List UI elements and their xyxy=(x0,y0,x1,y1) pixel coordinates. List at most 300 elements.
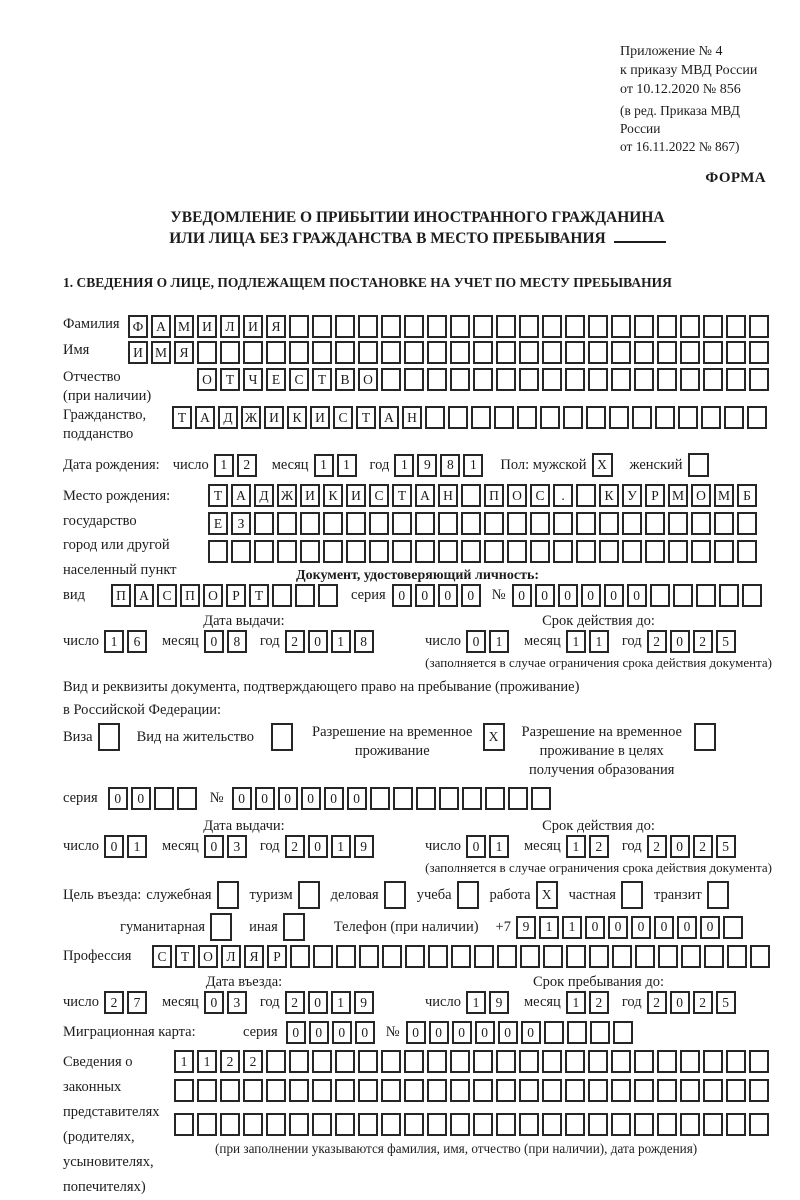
char-cell[interactable] xyxy=(704,945,724,968)
char-cell[interactable] xyxy=(277,512,297,535)
char-cell[interactable]: 5 xyxy=(716,835,736,858)
char-cell[interactable] xyxy=(405,945,425,968)
char-cell[interactable] xyxy=(381,1050,401,1073)
char-cell[interactable] xyxy=(576,540,596,563)
char-cell[interactable] xyxy=(542,1050,562,1073)
char-cell[interactable] xyxy=(645,540,665,563)
char-cell[interactable] xyxy=(496,315,516,338)
char-cell[interactable] xyxy=(461,512,481,535)
char-cell[interactable]: С xyxy=(152,945,172,968)
char-cell[interactable] xyxy=(415,540,435,563)
char-cell[interactable] xyxy=(404,341,424,364)
char-cell[interactable] xyxy=(588,1113,608,1136)
char-cell[interactable] xyxy=(714,512,734,535)
char-cell[interactable]: Н xyxy=(438,484,458,507)
char-cell[interactable]: А xyxy=(195,406,215,429)
char-cell[interactable]: М xyxy=(668,484,688,507)
char-cell[interactable] xyxy=(726,368,746,391)
char-cell[interactable] xyxy=(611,1079,631,1102)
char-cell[interactable] xyxy=(613,1021,633,1044)
char-cell[interactable] xyxy=(543,945,563,968)
checkbox-cell[interactable] xyxy=(694,723,716,751)
char-cell[interactable] xyxy=(611,341,631,364)
char-cell[interactable]: А xyxy=(151,315,171,338)
char-cell[interactable] xyxy=(312,341,332,364)
char-cell[interactable]: О xyxy=(691,484,711,507)
char-cell[interactable] xyxy=(416,787,436,810)
char-cell[interactable] xyxy=(590,1021,610,1044)
char-cell[interactable] xyxy=(358,1079,378,1102)
char-cell[interactable] xyxy=(517,406,537,429)
char-cell[interactable] xyxy=(657,315,677,338)
char-cell[interactable] xyxy=(266,1079,286,1102)
char-cell[interactable]: 2 xyxy=(220,1050,240,1073)
char-cell[interactable]: 1 xyxy=(337,454,357,477)
char-cell[interactable]: 0 xyxy=(392,584,412,607)
char-cell[interactable]: Т xyxy=(249,584,269,607)
char-cell[interactable] xyxy=(724,406,744,429)
char-cell[interactable] xyxy=(542,1079,562,1102)
char-cell[interactable] xyxy=(634,1079,654,1102)
char-cell[interactable]: 0 xyxy=(255,787,275,810)
char-cell[interactable]: Д xyxy=(254,484,274,507)
char-cell[interactable] xyxy=(231,540,251,563)
char-cell[interactable]: М xyxy=(714,484,734,507)
char-cell[interactable]: 9 xyxy=(417,454,437,477)
char-cell[interactable]: 1 xyxy=(489,630,509,653)
char-cell[interactable] xyxy=(565,1079,585,1102)
char-cell[interactable] xyxy=(622,512,642,535)
char-cell[interactable] xyxy=(427,341,447,364)
char-cell[interactable]: 2 xyxy=(693,630,713,653)
char-cell[interactable]: Е xyxy=(266,368,286,391)
char-cell[interactable] xyxy=(749,315,769,338)
char-cell[interactable] xyxy=(295,584,315,607)
char-cell[interactable] xyxy=(448,406,468,429)
char-cell[interactable] xyxy=(632,406,652,429)
checkbox-cell[interactable] xyxy=(98,723,120,751)
char-cell[interactable]: Ч xyxy=(243,368,263,391)
char-cell[interactable] xyxy=(634,1113,654,1136)
char-cell[interactable]: 1 xyxy=(394,454,414,477)
char-cell[interactable] xyxy=(450,315,470,338)
char-cell[interactable]: 0 xyxy=(429,1021,449,1044)
char-cell[interactable]: И xyxy=(346,484,366,507)
char-cell[interactable] xyxy=(177,787,197,810)
char-cell[interactable] xyxy=(369,512,389,535)
checkbox-cell[interactable] xyxy=(707,881,729,909)
checkbox-cell[interactable] xyxy=(271,723,293,751)
char-cell[interactable] xyxy=(634,1050,654,1073)
char-cell[interactable] xyxy=(473,315,493,338)
char-cell[interactable] xyxy=(174,1113,194,1136)
char-cell[interactable] xyxy=(542,1113,562,1136)
char-cell[interactable] xyxy=(289,315,309,338)
char-cell[interactable] xyxy=(588,1050,608,1073)
char-cell[interactable]: 2 xyxy=(589,835,609,858)
char-cell[interactable]: Я xyxy=(266,315,286,338)
char-cell[interactable]: К xyxy=(323,484,343,507)
char-cell[interactable] xyxy=(197,1113,217,1136)
char-cell[interactable] xyxy=(254,512,274,535)
char-cell[interactable] xyxy=(565,368,585,391)
char-cell[interactable]: 9 xyxy=(354,991,374,1014)
char-cell[interactable] xyxy=(611,315,631,338)
char-cell[interactable] xyxy=(599,512,619,535)
char-cell[interactable] xyxy=(484,540,504,563)
checkbox-cell[interactable] xyxy=(621,881,643,909)
char-cell[interactable] xyxy=(290,945,310,968)
char-cell[interactable]: И xyxy=(310,406,330,429)
char-cell[interactable] xyxy=(496,1113,516,1136)
char-cell[interactable] xyxy=(289,1079,309,1102)
char-cell[interactable] xyxy=(588,368,608,391)
char-cell[interactable] xyxy=(335,1113,355,1136)
char-cell[interactable]: Я xyxy=(244,945,264,968)
char-cell[interactable]: 6 xyxy=(127,630,147,653)
char-cell[interactable] xyxy=(726,1050,746,1073)
char-cell[interactable] xyxy=(381,315,401,338)
char-cell[interactable] xyxy=(358,315,378,338)
char-cell[interactable] xyxy=(507,540,527,563)
char-cell[interactable] xyxy=(655,406,675,429)
char-cell[interactable]: Т xyxy=(220,368,240,391)
char-cell[interactable] xyxy=(473,1113,493,1136)
char-cell[interactable] xyxy=(358,1050,378,1073)
char-cell[interactable]: 2 xyxy=(647,991,667,1014)
char-cell[interactable] xyxy=(312,1113,332,1136)
char-cell[interactable] xyxy=(312,1050,332,1073)
checkbox-cell[interactable] xyxy=(298,881,320,909)
char-cell[interactable]: . xyxy=(553,484,573,507)
char-cell[interactable]: Р xyxy=(645,484,665,507)
char-cell[interactable]: А xyxy=(379,406,399,429)
char-cell[interactable] xyxy=(635,945,655,968)
char-cell[interactable]: 0 xyxy=(627,584,647,607)
char-cell[interactable]: 0 xyxy=(475,1021,495,1044)
char-cell[interactable] xyxy=(567,1021,587,1044)
char-cell[interactable]: 1 xyxy=(539,916,559,939)
char-cell[interactable] xyxy=(289,1113,309,1136)
char-cell[interactable] xyxy=(680,1113,700,1136)
char-cell[interactable] xyxy=(703,1079,723,1102)
char-cell[interactable] xyxy=(404,315,424,338)
char-cell[interactable] xyxy=(563,406,583,429)
char-cell[interactable]: Т xyxy=(208,484,228,507)
char-cell[interactable] xyxy=(266,1050,286,1073)
char-cell[interactable] xyxy=(565,1113,585,1136)
char-cell[interactable]: 1 xyxy=(566,835,586,858)
char-cell[interactable] xyxy=(381,341,401,364)
char-cell[interactable]: 0 xyxy=(581,584,601,607)
char-cell[interactable]: 2 xyxy=(285,835,305,858)
char-cell[interactable]: Т xyxy=(172,406,192,429)
char-cell[interactable] xyxy=(243,341,263,364)
char-cell[interactable] xyxy=(450,368,470,391)
char-cell[interactable]: А xyxy=(134,584,154,607)
char-cell[interactable]: 2 xyxy=(104,991,124,1014)
char-cell[interactable] xyxy=(381,1079,401,1102)
char-cell[interactable] xyxy=(174,1079,194,1102)
char-cell[interactable]: К xyxy=(599,484,619,507)
char-cell[interactable] xyxy=(609,406,629,429)
char-cell[interactable]: О xyxy=(358,368,378,391)
char-cell[interactable]: 1 xyxy=(174,1050,194,1073)
char-cell[interactable] xyxy=(737,512,757,535)
char-cell[interactable] xyxy=(749,1050,769,1073)
char-cell[interactable]: 0 xyxy=(204,630,224,653)
char-cell[interactable]: 0 xyxy=(355,1021,375,1044)
char-cell[interactable] xyxy=(427,315,447,338)
char-cell[interactable] xyxy=(611,368,631,391)
char-cell[interactable]: 0 xyxy=(654,916,674,939)
char-cell[interactable] xyxy=(473,341,493,364)
char-cell[interactable]: 1 xyxy=(463,454,483,477)
char-cell[interactable] xyxy=(519,341,539,364)
char-cell[interactable]: 0 xyxy=(406,1021,426,1044)
char-cell[interactable]: 7 xyxy=(127,991,147,1014)
char-cell[interactable] xyxy=(496,1079,516,1102)
char-cell[interactable]: 2 xyxy=(237,454,257,477)
char-cell[interactable]: 2 xyxy=(693,991,713,1014)
char-cell[interactable] xyxy=(494,406,514,429)
char-cell[interactable]: С xyxy=(157,584,177,607)
char-cell[interactable] xyxy=(289,341,309,364)
char-cell[interactable] xyxy=(657,368,677,391)
char-cell[interactable] xyxy=(427,1079,447,1102)
char-cell[interactable]: 2 xyxy=(285,991,305,1014)
char-cell[interactable] xyxy=(393,787,413,810)
char-cell[interactable] xyxy=(359,945,379,968)
char-cell[interactable] xyxy=(289,1050,309,1073)
char-cell[interactable] xyxy=(346,512,366,535)
char-cell[interactable]: 1 xyxy=(127,835,147,858)
char-cell[interactable] xyxy=(657,1079,677,1102)
char-cell[interactable] xyxy=(318,584,338,607)
char-cell[interactable]: А xyxy=(415,484,435,507)
char-cell[interactable] xyxy=(415,512,435,535)
char-cell[interactable] xyxy=(197,1079,217,1102)
char-cell[interactable]: 1 xyxy=(466,991,486,1014)
char-cell[interactable] xyxy=(473,368,493,391)
char-cell[interactable] xyxy=(300,512,320,535)
char-cell[interactable] xyxy=(428,945,448,968)
char-cell[interactable]: 0 xyxy=(608,916,628,939)
char-cell[interactable]: Т xyxy=(312,368,332,391)
char-cell[interactable] xyxy=(473,1050,493,1073)
char-cell[interactable] xyxy=(726,341,746,364)
char-cell[interactable] xyxy=(346,540,366,563)
char-cell[interactable]: 0 xyxy=(631,916,651,939)
char-cell[interactable]: Б xyxy=(737,484,757,507)
char-cell[interactable]: 2 xyxy=(647,630,667,653)
char-cell[interactable] xyxy=(650,584,670,607)
char-cell[interactable]: Л xyxy=(221,945,241,968)
checkbox-cell[interactable]: X xyxy=(483,723,505,751)
char-cell[interactable]: 0 xyxy=(604,584,624,607)
checkbox-cell[interactable] xyxy=(688,453,709,477)
char-cell[interactable] xyxy=(519,1079,539,1102)
char-cell[interactable] xyxy=(586,406,606,429)
char-cell[interactable]: Е xyxy=(208,512,228,535)
char-cell[interactable] xyxy=(404,1050,424,1073)
char-cell[interactable] xyxy=(691,512,711,535)
char-cell[interactable] xyxy=(254,540,274,563)
char-cell[interactable]: 9 xyxy=(489,991,509,1014)
char-cell[interactable]: О xyxy=(203,584,223,607)
char-cell[interactable] xyxy=(657,1113,677,1136)
char-cell[interactable]: 0 xyxy=(498,1021,518,1044)
char-cell[interactable] xyxy=(566,945,586,968)
char-cell[interactable] xyxy=(370,787,390,810)
char-cell[interactable] xyxy=(703,368,723,391)
char-cell[interactable]: 8 xyxy=(440,454,460,477)
char-cell[interactable] xyxy=(323,512,343,535)
char-cell[interactable]: 8 xyxy=(354,630,374,653)
char-cell[interactable] xyxy=(737,540,757,563)
char-cell[interactable] xyxy=(461,540,481,563)
char-cell[interactable] xyxy=(749,368,769,391)
checkbox-cell[interactable]: X xyxy=(592,453,613,477)
char-cell[interactable]: М xyxy=(151,341,171,364)
char-cell[interactable] xyxy=(438,540,458,563)
char-cell[interactable] xyxy=(335,315,355,338)
char-cell[interactable]: 1 xyxy=(331,630,351,653)
char-cell[interactable] xyxy=(208,540,228,563)
char-cell[interactable]: И xyxy=(128,341,148,364)
char-cell[interactable]: Т xyxy=(392,484,412,507)
char-cell[interactable] xyxy=(726,1079,746,1102)
char-cell[interactable] xyxy=(680,1050,700,1073)
char-cell[interactable]: У xyxy=(622,484,642,507)
char-cell[interactable] xyxy=(496,341,516,364)
char-cell[interactable] xyxy=(544,1021,564,1044)
char-cell[interactable] xyxy=(749,341,769,364)
char-cell[interactable] xyxy=(404,368,424,391)
char-cell[interactable]: 0 xyxy=(332,1021,352,1044)
char-cell[interactable]: Ж xyxy=(277,484,297,507)
char-cell[interactable] xyxy=(726,1113,746,1136)
char-cell[interactable]: 0 xyxy=(466,630,486,653)
char-cell[interactable]: 1 xyxy=(314,454,334,477)
checkbox-cell[interactable] xyxy=(210,913,232,941)
char-cell[interactable] xyxy=(530,512,550,535)
char-cell[interactable]: О xyxy=(198,945,218,968)
char-cell[interactable]: 0 xyxy=(415,584,435,607)
char-cell[interactable] xyxy=(723,916,743,939)
char-cell[interactable]: Н xyxy=(402,406,422,429)
char-cell[interactable] xyxy=(519,368,539,391)
char-cell[interactable]: Т xyxy=(175,945,195,968)
char-cell[interactable]: В xyxy=(335,368,355,391)
char-cell[interactable] xyxy=(519,315,539,338)
char-cell[interactable] xyxy=(678,406,698,429)
char-cell[interactable]: И xyxy=(243,315,263,338)
char-cell[interactable]: 1 xyxy=(331,991,351,1014)
char-cell[interactable]: О xyxy=(197,368,217,391)
char-cell[interactable]: И xyxy=(264,406,284,429)
char-cell[interactable] xyxy=(703,315,723,338)
char-cell[interactable] xyxy=(323,540,343,563)
char-cell[interactable] xyxy=(450,1113,470,1136)
char-cell[interactable] xyxy=(450,1050,470,1073)
char-cell[interactable] xyxy=(750,945,770,968)
char-cell[interactable]: С xyxy=(530,484,550,507)
char-cell[interactable]: 0 xyxy=(308,835,328,858)
char-cell[interactable] xyxy=(742,584,762,607)
char-cell[interactable] xyxy=(681,945,701,968)
char-cell[interactable]: С xyxy=(369,484,389,507)
char-cell[interactable] xyxy=(588,1079,608,1102)
char-cell[interactable] xyxy=(450,341,470,364)
char-cell[interactable] xyxy=(335,341,355,364)
char-cell[interactable] xyxy=(154,787,174,810)
char-cell[interactable] xyxy=(703,1050,723,1073)
char-cell[interactable] xyxy=(508,787,528,810)
char-cell[interactable] xyxy=(611,1050,631,1073)
char-cell[interactable] xyxy=(220,1113,240,1136)
char-cell[interactable] xyxy=(381,368,401,391)
char-cell[interactable]: 1 xyxy=(562,916,582,939)
char-cell[interactable]: П xyxy=(484,484,504,507)
char-cell[interactable] xyxy=(634,315,654,338)
char-cell[interactable] xyxy=(496,368,516,391)
char-cell[interactable]: 0 xyxy=(308,630,328,653)
char-cell[interactable]: 0 xyxy=(286,1021,306,1044)
char-cell[interactable] xyxy=(645,512,665,535)
char-cell[interactable]: 3 xyxy=(227,991,247,1014)
char-cell[interactable] xyxy=(530,540,550,563)
checkbox-cell[interactable] xyxy=(217,881,239,909)
char-cell[interactable] xyxy=(657,1050,677,1073)
char-cell[interactable]: 2 xyxy=(243,1050,263,1073)
checkbox-cell[interactable]: X xyxy=(536,881,558,909)
char-cell[interactable]: К xyxy=(287,406,307,429)
char-cell[interactable] xyxy=(243,1079,263,1102)
char-cell[interactable] xyxy=(474,945,494,968)
char-cell[interactable] xyxy=(427,1050,447,1073)
char-cell[interactable] xyxy=(335,1050,355,1073)
char-cell[interactable]: 0 xyxy=(670,991,690,1014)
char-cell[interactable]: Р xyxy=(267,945,287,968)
char-cell[interactable]: З xyxy=(231,512,251,535)
char-cell[interactable] xyxy=(589,945,609,968)
char-cell[interactable] xyxy=(358,1113,378,1136)
char-cell[interactable]: П xyxy=(111,584,131,607)
char-cell[interactable]: 0 xyxy=(512,584,532,607)
char-cell[interactable] xyxy=(680,1079,700,1102)
char-cell[interactable]: 0 xyxy=(309,1021,329,1044)
char-cell[interactable]: Д xyxy=(218,406,238,429)
char-cell[interactable]: 1 xyxy=(566,991,586,1014)
char-cell[interactable] xyxy=(404,1113,424,1136)
char-cell[interactable] xyxy=(519,1050,539,1073)
char-cell[interactable] xyxy=(703,341,723,364)
char-cell[interactable] xyxy=(485,787,505,810)
char-cell[interactable]: 0 xyxy=(308,991,328,1014)
char-cell[interactable] xyxy=(277,540,297,563)
char-cell[interactable] xyxy=(520,945,540,968)
char-cell[interactable] xyxy=(197,341,217,364)
char-cell[interactable] xyxy=(668,540,688,563)
char-cell[interactable]: 0 xyxy=(104,835,124,858)
char-cell[interactable]: 1 xyxy=(589,630,609,653)
char-cell[interactable]: 1 xyxy=(104,630,124,653)
char-cell[interactable] xyxy=(565,1050,585,1073)
char-cell[interactable]: 0 xyxy=(108,787,128,810)
char-cell[interactable] xyxy=(461,484,481,507)
char-cell[interactable] xyxy=(312,315,332,338)
